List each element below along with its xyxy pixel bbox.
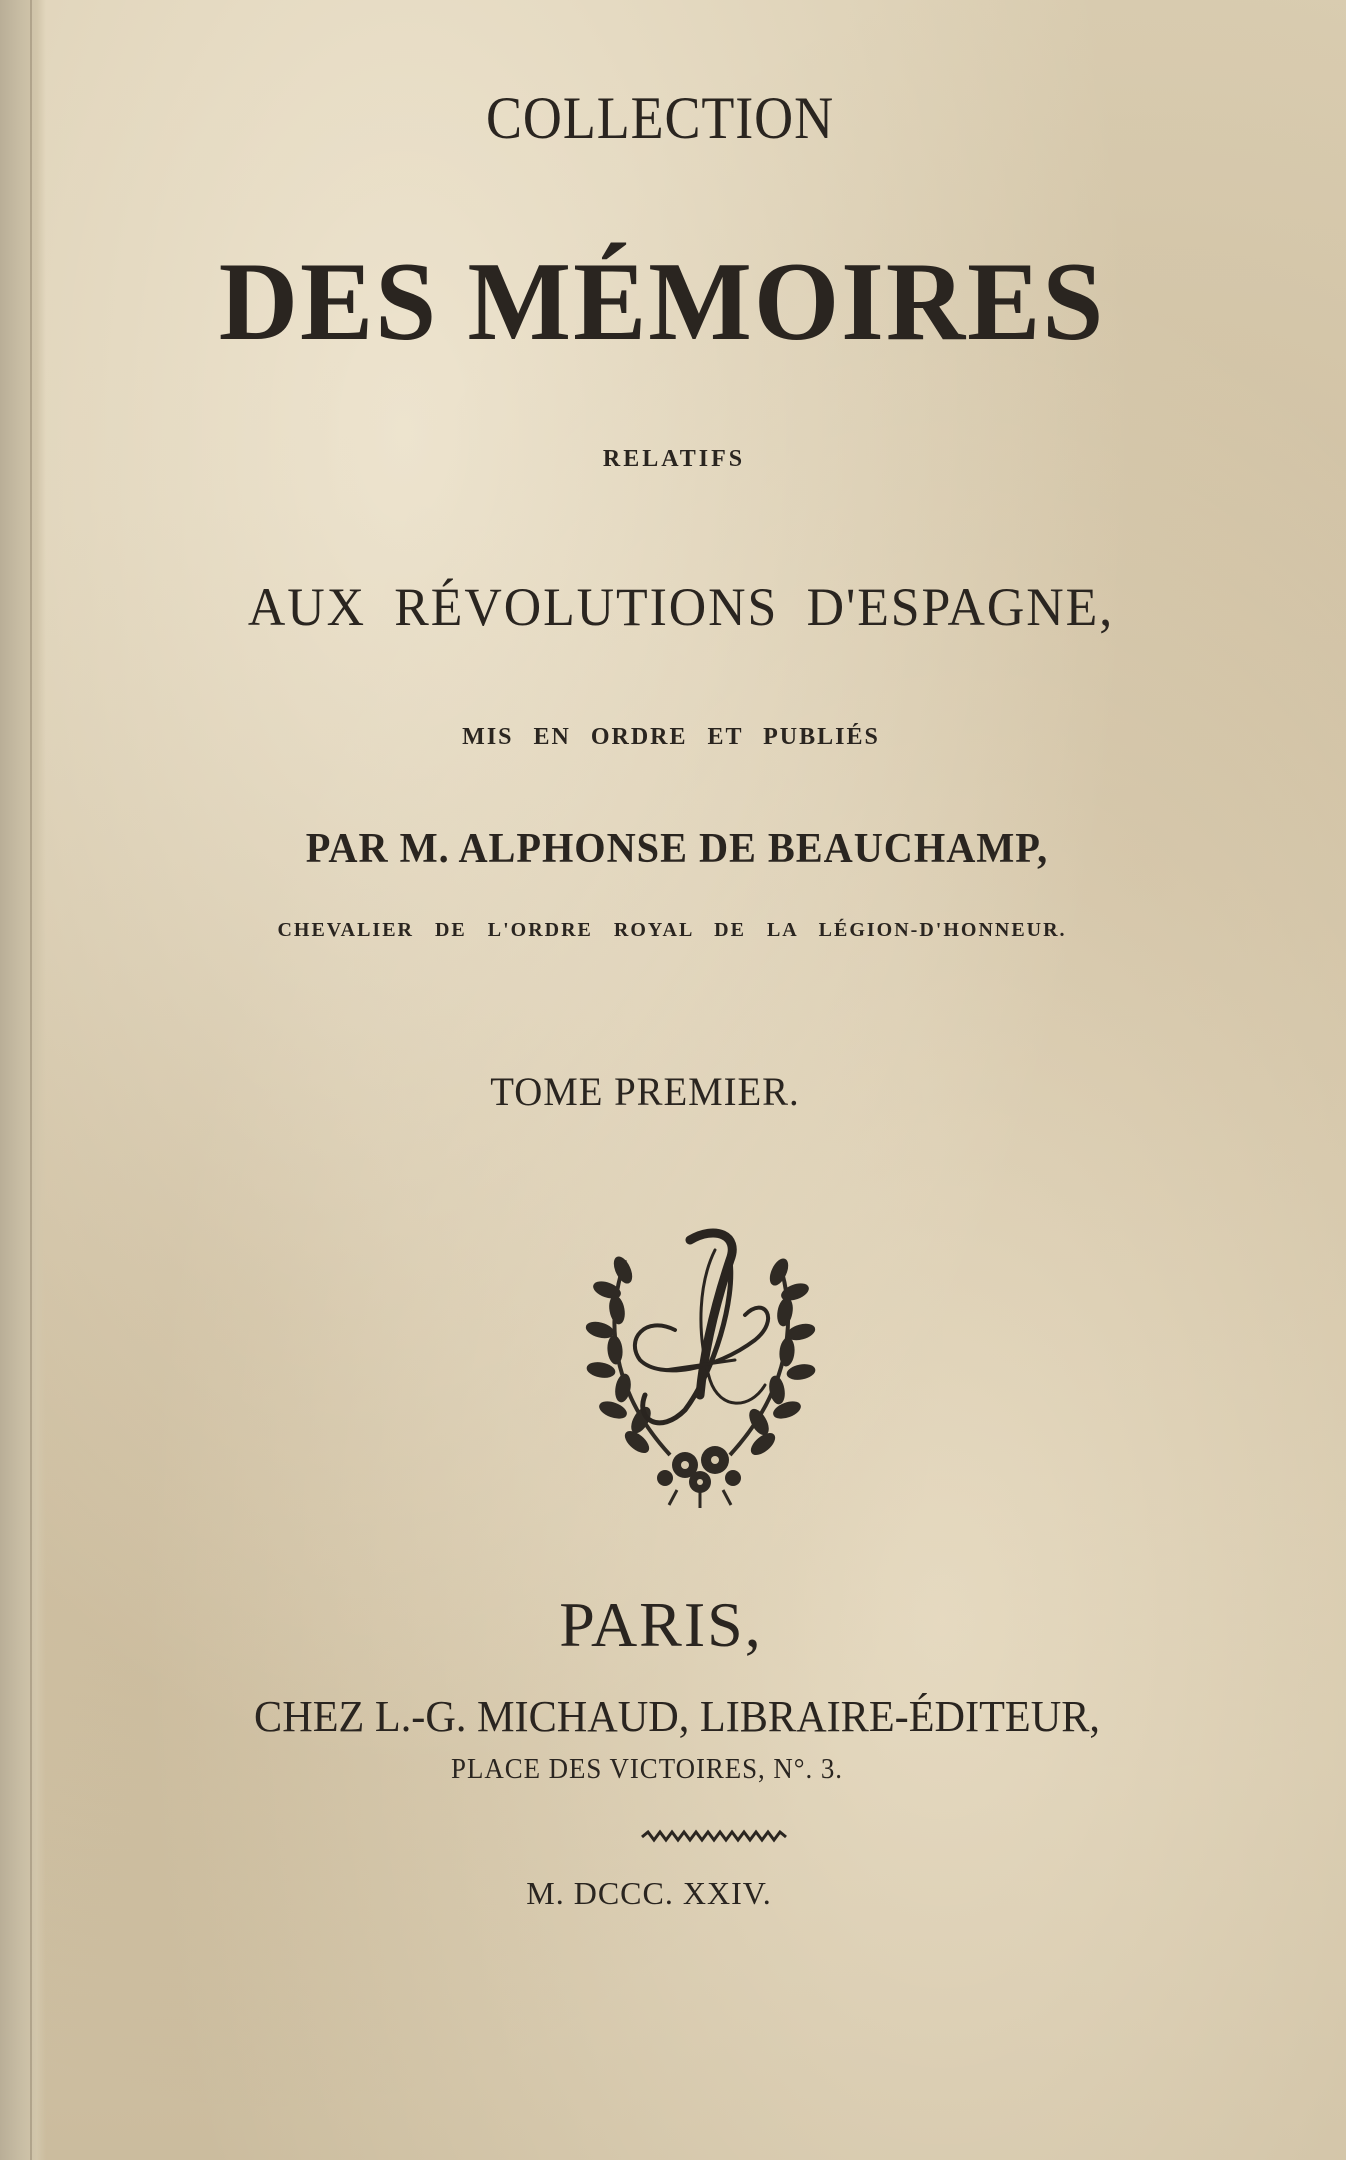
volume-label: TOME PREMIER. — [490, 1069, 800, 1114]
title-line-publies: MIS EN ORDRE ET PUBLIÉS — [462, 724, 880, 750]
title-line-collection: COLLECTION — [486, 85, 834, 151]
imprint-date: M. DCCC. XXIV. — [526, 1875, 772, 1911]
imprint-publisher: CHEZ L.-G. MICHAUD, LIBRAIRE-ÉDITEUR, — [254, 1692, 1100, 1741]
title-line-revolutions: AUX RÉVOLUTIONS D'ESPAGNE, — [247, 577, 1115, 637]
laurel-wreath-monogram-icon — [565, 1220, 835, 1510]
title-line-memoires: DES MÉMOIRES — [218, 240, 1106, 364]
author-honours: CHEVALIER DE L'ORDRE ROYAL DE LA LÉGION-D'HONNEUR. — [277, 919, 1067, 941]
imprint-city: PARIS, — [559, 1589, 763, 1660]
title-line-relatifs: RELATIFS — [602, 446, 746, 472]
imprint-address: PLACE DES VICTOIRES, N°. 3. — [451, 1754, 843, 1785]
rule-ornament-icon — [640, 1829, 790, 1845]
author-line: PAR M. ALPHONSE DE BEAUCHAMP, — [305, 826, 1049, 872]
